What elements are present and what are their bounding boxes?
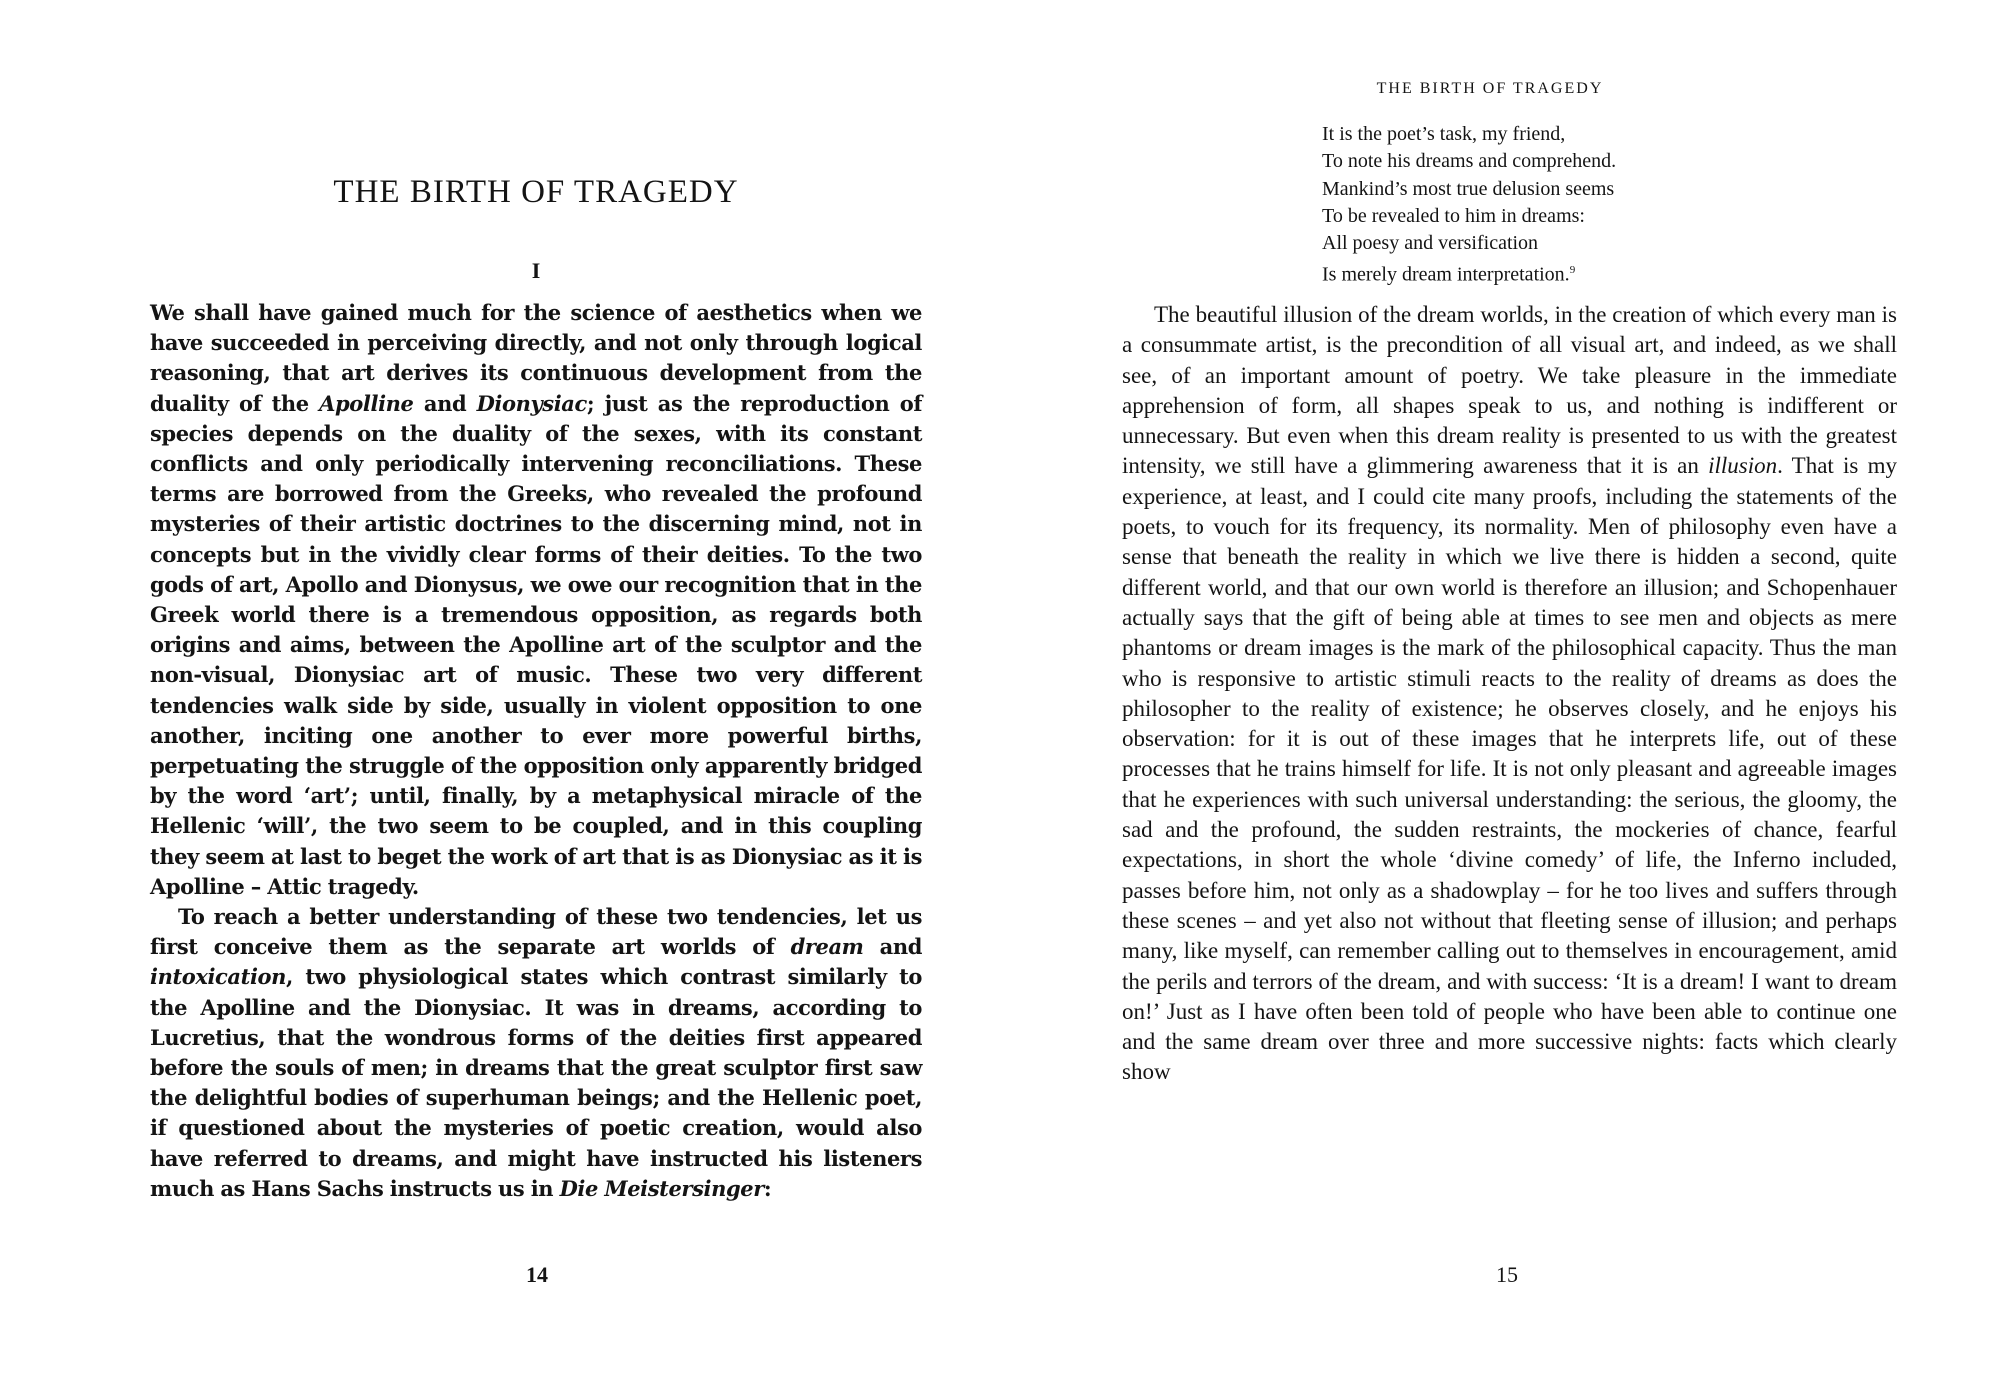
text-segment: We shall have gained much for the science of aesthetics when we have succeeded in perceiving directly, and not only through logical reasoning, that art derives its continuous development from the duality of the — [150, 300, 922, 416]
paragraph — [150, 902, 922, 1204]
verse-line: All poesy and versification — [1322, 232, 1539, 255]
italic-term-dionysiac: Dionysiac — [476, 390, 587, 416]
verse-line-last — [1322, 257, 1616, 289]
italic-term-apolline: Apolline — [319, 390, 414, 416]
text-segment: and — [863, 934, 922, 960]
right-body-text — [1122, 300, 1897, 1088]
running-head: THE BIRTH OF TRAGEDY — [1376, 80, 1604, 97]
paragraph — [1122, 300, 1897, 1088]
page-number: 15 — [1496, 1262, 1518, 1287]
italic-term-illusion: illusion — [1708, 453, 1778, 479]
verse-line-text: Is merely dream interpretation. — [1322, 264, 1570, 287]
text-segment: and — [413, 390, 477, 416]
text-segment: The beautiful illusion of the dream worlds, in the creation of which every man is a consummate artist, is the precondition of all visual art, and indeed, as we shall see, of an important amount of poetry. We take pleasure in the immediate apprehension of form, all shapes speak to us, and nothing is indifferent or unnecessary. But even when this dream reality is presented to us with the greatest intensity, we still have a glimmering awareness that it is an — [1122, 302, 1897, 479]
left-body-text — [150, 298, 922, 1204]
italic-term-dream: dream — [790, 934, 864, 960]
text-segment: To reach a better understanding of these two tendencies, let us first conceive them as the separate art worlds of — [150, 904, 922, 960]
italic-term-intoxication: intoxication — [150, 964, 286, 990]
text-segment: : — [763, 1175, 772, 1201]
italic-title-meistersinger: Die Meistersinger — [559, 1175, 764, 1201]
verse-quotation — [1322, 121, 1616, 289]
right-page — [1000, 0, 2000, 1395]
text-segment: , two physiological states which contrast similarly to the Apolline and the Dionysiac. It was in dreams, according to Lucretius, that the wondrous forms of the deities first appeared before the souls of men; in dreams that the great sculptor first saw the delightful bodies of superhuman beings; and the Hellenic poet, if questioned about the mysteries of poetic creation, would also have referred to dreams, and might have instructed his listeners much as Hans Sachs instructs us in — [150, 964, 922, 1201]
text-segment: . That is my experience, at least, and I could cite many proofs, including the statements of the poets, to vouch for its frequency, its normality. Men of philosophy even have a sense that beneath the reality in which we live there is hidden a second, quite different world, and that our own world is therefore an illusion; and Schopenhauer actually says that the gift of being able at times to see men and objects as mere phantoms or dream images is the mark of the philosophical capacity. Thus the man who is responsive to artistic stimuli reacts to the reality of dreams as does the philosopher to the reality of existence; he observes closely, and he enjoys his observation: for it is out of these images that he interprets life, out of these processes that he trains himself for life. It is not only pleasant and agreeable images that he experiences with such universal understanding: the serious, the gloomy, the sad and the profound, the sudden restraints, the mockeries of chance, fearful expectations, in short the whole ‘divine comedy’ of life, the Inferno included, passes before him, not only as a shadowplay – for he too lives and suffers through these scenes – and yet also not without that fleeting sense of illusion; and perhaps many, like myself, can remember calling out to themselves in encouragement, amid the perils and terrors of the dream, and with success: ‘It is a dream! I want to dream on!’ Just as I have often been told of people who have been able to continue one and the same dream over three and more successive nights: facts which clearly show — [1122, 453, 1897, 1085]
verse-line: To note his dreams and comprehend. — [1322, 150, 1617, 173]
text-segment: ; just as the reproduction of species depends on the duality of the sexes, with its constant conflicts and only periodically intervening reconciliations. These terms are borrowed from the Greeks, who revealed the profound mysteries of their artistic doctrines to the discerning mind, not in concepts but in the vividly clear forms of their deities. To the two gods of art, Apollo and Dionysus, we owe our recognition that in the Greek world there is a tremendous opposition, as regards both origins and aims, between the Apolline art of the sculptor and the non-visual, Dionysiac art of music. These two very different tendencies walk side by side, usually in violent opposition to one another, inciting one another to ever more powerful births, perpetuating the struggle of the opposition only apparently bridged by the word ‘art’; until, finally, by a metaphysical miracle of the Hellenic ‘will’, the two seem to be coupled, and in this coupling they seem at last to beget the work of art that is as Dionysiac as it is Apolline – Attic tragedy. — [150, 390, 922, 899]
paragraph — [150, 298, 922, 902]
verse-line: To be revealed to him in dreams: — [1322, 204, 1585, 227]
verse-line: It is the poet’s task, my friend, — [1322, 123, 1566, 145]
verse-line: Mankind’s most true delusion seems — [1322, 177, 1615, 200]
section-number: I — [531, 258, 541, 283]
chapter-title: THE BIRTH OF TRAGEDY — [333, 174, 739, 210]
page-number: 14 — [526, 1262, 548, 1287]
footnote-marker: 9 — [1569, 264, 1576, 277]
